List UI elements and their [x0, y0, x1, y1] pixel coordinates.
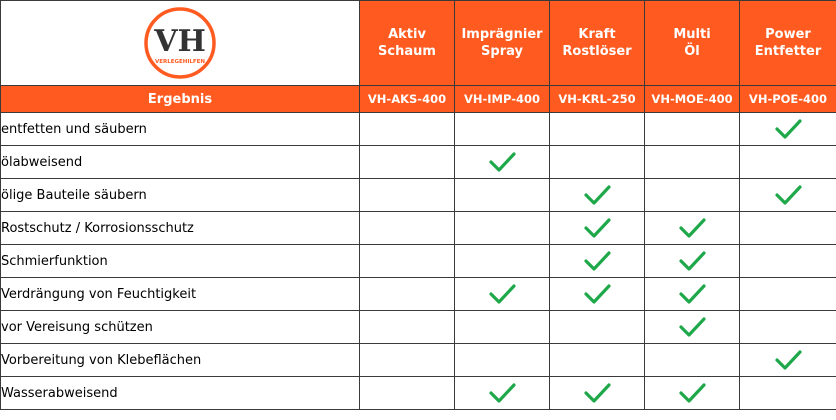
check-cell	[455, 179, 550, 212]
feature-label: Rostschutz / Korrosionsschutz	[1, 212, 360, 245]
table-row	[1, 245, 836, 278]
feature-label: vor Vereisung schützen	[1, 311, 360, 344]
check-cell	[645, 278, 740, 311]
check-cell	[455, 113, 550, 146]
feature-label: ölabweisend	[1, 146, 360, 179]
checkmark-icon	[677, 216, 707, 240]
product-header-row	[1, 1, 836, 86]
check-cell	[550, 311, 645, 344]
table-row	[1, 344, 836, 377]
check-cell	[645, 212, 740, 245]
check-cell	[360, 179, 455, 212]
checkmark-icon	[773, 183, 803, 207]
check-cell	[740, 311, 836, 344]
checkmark-icon	[677, 381, 707, 405]
table-row	[1, 146, 836, 179]
product-header-impraegnier-spray: Imprägnier Spray	[455, 1, 550, 86]
check-cell	[360, 245, 455, 278]
check-cell	[740, 179, 836, 212]
product-code-row	[1, 86, 836, 113]
check-cell	[550, 113, 645, 146]
checkmark-icon	[582, 282, 612, 306]
check-cell	[645, 311, 740, 344]
feature-label: ölige Bauteile säubern	[1, 179, 360, 212]
table-row	[1, 179, 836, 212]
feature-label: Vorbereitung von Klebeflächen	[1, 344, 360, 377]
checkmark-icon	[487, 150, 517, 174]
checkmark-icon	[677, 249, 707, 273]
checkmark-icon	[582, 216, 612, 240]
product-header-multi-oel: Multi Öl	[645, 1, 740, 86]
check-cell	[740, 113, 836, 146]
table-row	[1, 311, 836, 344]
check-cell	[550, 344, 645, 377]
check-cell	[360, 344, 455, 377]
checkmark-icon	[582, 381, 612, 405]
checkmark-icon	[677, 315, 707, 339]
feature-label: Wasserabweisend	[1, 377, 360, 410]
check-cell	[645, 113, 740, 146]
table-row	[1, 377, 836, 410]
verlegehilfen-logo	[140, 3, 220, 83]
logo-monogram: VH	[154, 24, 206, 59]
check-cell	[740, 245, 836, 278]
check-cell	[550, 212, 645, 245]
logo-wordmark: VERLEGEHILFEN	[154, 59, 206, 65]
check-cell	[645, 344, 740, 377]
table-row	[1, 113, 836, 146]
check-cell	[740, 377, 836, 410]
feature-label: Schmierfunktion	[1, 245, 360, 278]
check-cell	[360, 377, 455, 410]
product-code-moe: VH-MOE-400	[645, 86, 740, 113]
product-header-power-entfetter: Power Entfetter	[740, 1, 836, 86]
check-cell	[645, 146, 740, 179]
check-cell	[645, 179, 740, 212]
check-cell	[455, 278, 550, 311]
table-row	[1, 212, 836, 245]
checkmark-icon	[487, 282, 517, 306]
check-cell	[550, 146, 645, 179]
check-cell	[645, 377, 740, 410]
check-cell	[740, 146, 836, 179]
check-cell	[455, 212, 550, 245]
checkmark-icon	[773, 348, 803, 372]
check-cell	[360, 212, 455, 245]
checkmark-icon	[582, 183, 612, 207]
check-cell	[455, 377, 550, 410]
logo-cell	[1, 1, 360, 86]
check-cell	[455, 311, 550, 344]
check-cell	[360, 113, 455, 146]
product-code-imp: VH-IMP-400	[455, 86, 550, 113]
checkmark-icon	[582, 249, 612, 273]
checkmark-icon	[773, 117, 803, 141]
product-code-aks: VH-AKS-400	[360, 86, 455, 113]
check-cell	[455, 344, 550, 377]
check-cell	[740, 278, 836, 311]
feature-rows	[1, 113, 836, 410]
table-row	[1, 278, 836, 311]
result-column-header: Ergebnis	[1, 86, 360, 113]
check-cell	[360, 146, 455, 179]
feature-label: entfetten und säubern	[1, 113, 360, 146]
check-cell	[455, 146, 550, 179]
check-cell	[550, 278, 645, 311]
checkmark-icon	[677, 282, 707, 306]
checkmark-icon	[487, 381, 517, 405]
feature-label: Verdrängung von Feuchtigkeit	[1, 278, 360, 311]
check-cell	[455, 245, 550, 278]
check-cell	[740, 212, 836, 245]
check-cell	[645, 245, 740, 278]
product-code-poe: VH-POE-400	[740, 86, 836, 113]
check-cell	[360, 311, 455, 344]
check-cell	[740, 344, 836, 377]
check-cell	[550, 245, 645, 278]
check-cell	[550, 377, 645, 410]
product-header-aktiv-schaum: Aktiv Schaum	[360, 1, 455, 86]
check-cell	[550, 179, 645, 212]
product-header-kraft-rostloeser: Kraft Rostlöser	[550, 1, 645, 86]
product-code-krl: VH-KRL-250	[550, 86, 645, 113]
check-cell	[360, 278, 455, 311]
